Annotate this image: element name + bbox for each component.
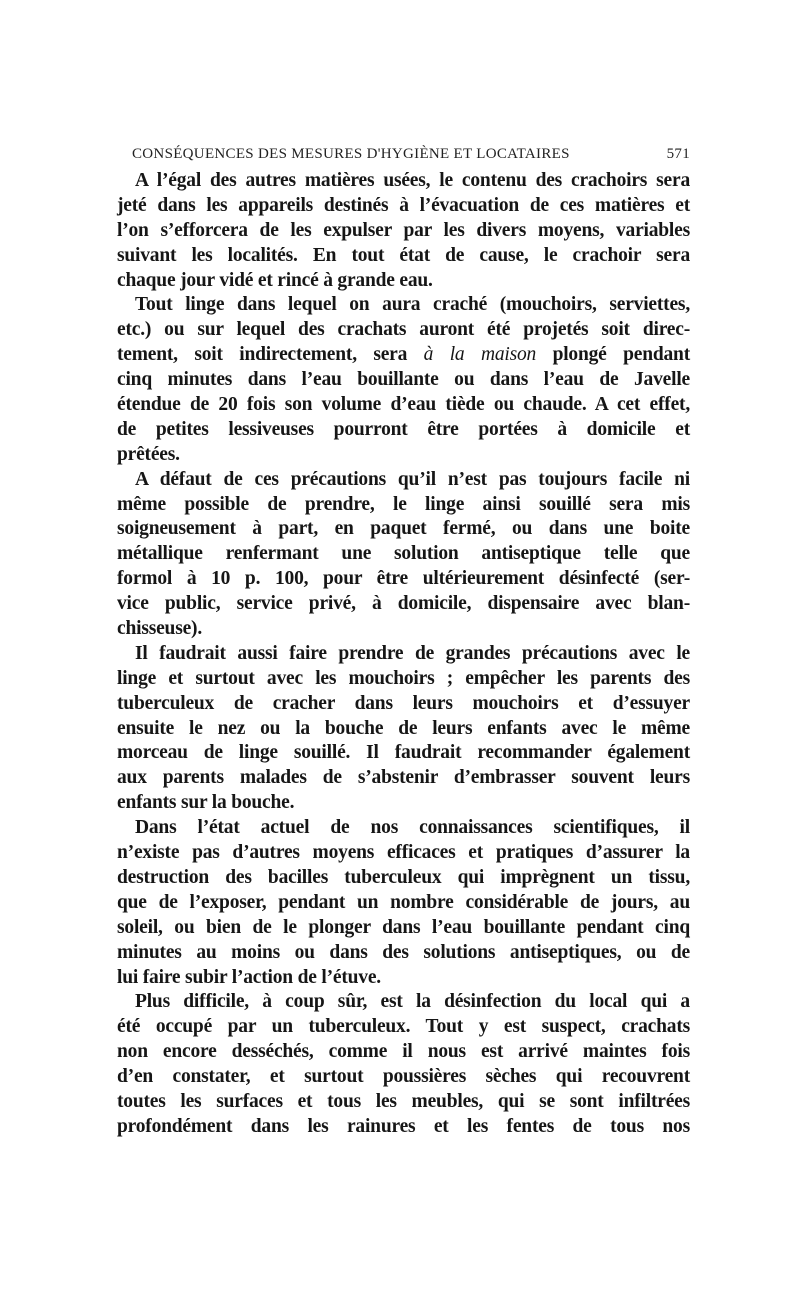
text-line [117,1090,690,1115]
text-line [117,841,690,866]
text-segment: métallique renfermant une solution antiseptique telle que [117,543,690,565]
text-line [117,318,690,343]
paragraph [117,293,690,467]
text-segment: morceau de linge souillé. Il faudrait recommander également [117,742,690,764]
text-line [117,194,690,219]
text-segment: etc.) ou sur lequel des crachats auront été projetés soit direc- [117,319,690,341]
text-line [117,343,690,368]
text-segment: tement, soit indirectement, sera [117,344,424,366]
text-line [117,542,690,567]
text-line [117,418,690,443]
text-line [117,219,690,244]
text-line [117,293,690,318]
running-head [132,146,690,163]
page-number: 571 [666,146,690,162]
text-segment: chisseuse). [117,618,203,640]
text-segment: soigneusement à part, en paquet fermé, ou dans une boite [117,518,690,540]
text-line [117,393,690,418]
text-segment: prêtées. [117,443,180,465]
text-segment: ensuite le nez ou la bouche de leurs enfants avec le même [117,717,690,739]
text-line [117,1015,690,1040]
text-line [117,692,690,717]
text-line [117,617,690,642]
text-line [117,169,690,194]
text-line [117,642,690,667]
text-line [117,1065,690,1090]
text-segment: Dans l’état actuel de nos connaissances scientifiques, il [135,817,690,839]
text-segment: lui faire subir l’action de l’étuve. [117,966,381,988]
text-line [117,269,690,294]
text-segment: non encore desséchés, comme il nous est arrivé maintes fois [117,1041,690,1063]
text-segment: vice public, service privé, à domicile, dispensaire avec blan- [117,593,690,615]
text-line [117,916,690,941]
running-head-title: CONSÉQUENCES DES MESURES D'HYGIÈNE ET LOCATAIRES [132,146,570,162]
text-segment: aux parents malades de s’abstenir d’embrasser souvent leurs [117,767,690,789]
text-segment: destruction des bacilles tuberculeux qui imprègnent un tissu, [117,866,690,888]
text-line [117,468,690,493]
body-text [117,169,690,1140]
text-segment: suivant les localités. En tout état de cause, le crachoir sera [117,244,690,266]
text-segment: même possible de prendre, le linge ainsi souillé sera mis [117,493,690,515]
text-line [117,891,690,916]
text-segment: toutes les surfaces et tous les meubles, qui se sont infiltrées [117,1090,690,1112]
text-segment: été occupé par un tuberculeux. Tout y est suspect, crachats [117,1016,690,1038]
text-segment: Tout linge dans lequel on aura craché (mouchoirs, serviettes, [135,294,690,316]
text-segment: l’on s’efforcera de les expulser par les divers moyens, variables [117,219,690,241]
paragraph [117,990,690,1139]
text-segment: chaque jour vidé et rincé à grande eau. [117,269,433,291]
text-segment: étendue de 20 fois son volume d’eau tiède ou chaude. A cet effet, [117,394,690,416]
text-segment: minutes au moins ou dans des solutions antiseptiques, ou de [117,941,690,963]
text-line [117,741,690,766]
text-line [117,717,690,742]
text-line [117,493,690,518]
text-line [117,816,690,841]
text-segment: que de l’exposer, pendant un nombre considérable de jours, au [117,891,690,913]
text-segment: A l’égal des autres matières usées, le contenu des crachoirs sera [135,170,690,191]
text-segment: soleil, ou bien de le plonger dans l’eau bouillante pendant cinq [117,916,690,938]
italic-text: à la maison [423,344,537,366]
paragraph [117,816,690,990]
text-line [117,766,690,791]
text-segment: cinq minutes dans l’eau bouillante ou dans l’eau de Javelle [117,369,690,391]
text-line [117,966,690,991]
text-segment: n’existe pas d’autres moyens efficaces et pratiques d’assurer la [117,842,690,864]
text-segment: formol à 10 p. 100, pour être ultérieurement désinfecté (ser- [117,568,690,590]
text-segment: Il faudrait aussi faire prendre de grandes précautions avec le [135,642,690,664]
text-segment: d’en constater, et surtout poussières sèches qui recouvrent [117,1066,690,1088]
text-segment: profondément dans les rainures et les fentes de tous nos [117,1115,690,1137]
text-segment: de petites lessiveuses pourront être portées à domicile et [117,418,690,440]
text-line [117,1040,690,1065]
paragraph [117,169,690,293]
text-line [117,941,690,966]
text-segment: enfants sur la bouche. [117,792,295,814]
text-line [117,244,690,269]
text-line [117,368,690,393]
text-line [117,443,690,468]
text-line [117,667,690,692]
text-segment: Plus difficile, à coup sûr, est la désinfection du local qui a [135,991,690,1013]
text-segment: linge et surtout avec les mouchoirs ; empêcher les parents des [117,667,690,689]
text-segment: tuberculeux de cracher dans leurs mouchoirs et d’essuyer [117,692,690,714]
text-segment: plongé pendant [536,344,690,366]
text-line [117,1115,690,1140]
text-line [117,517,690,542]
text-line [117,791,690,816]
paragraph [117,468,690,642]
text-line [117,592,690,617]
text-segment: jeté dans les appareils destinés à l’évacuation de ces matières et [117,194,690,216]
paragraph [117,642,690,816]
text-line [117,567,690,592]
text-line [117,990,690,1015]
text-segment: A défaut de ces précautions qu’il n’est pas toujours facile ni [135,468,690,490]
text-line [117,866,690,891]
